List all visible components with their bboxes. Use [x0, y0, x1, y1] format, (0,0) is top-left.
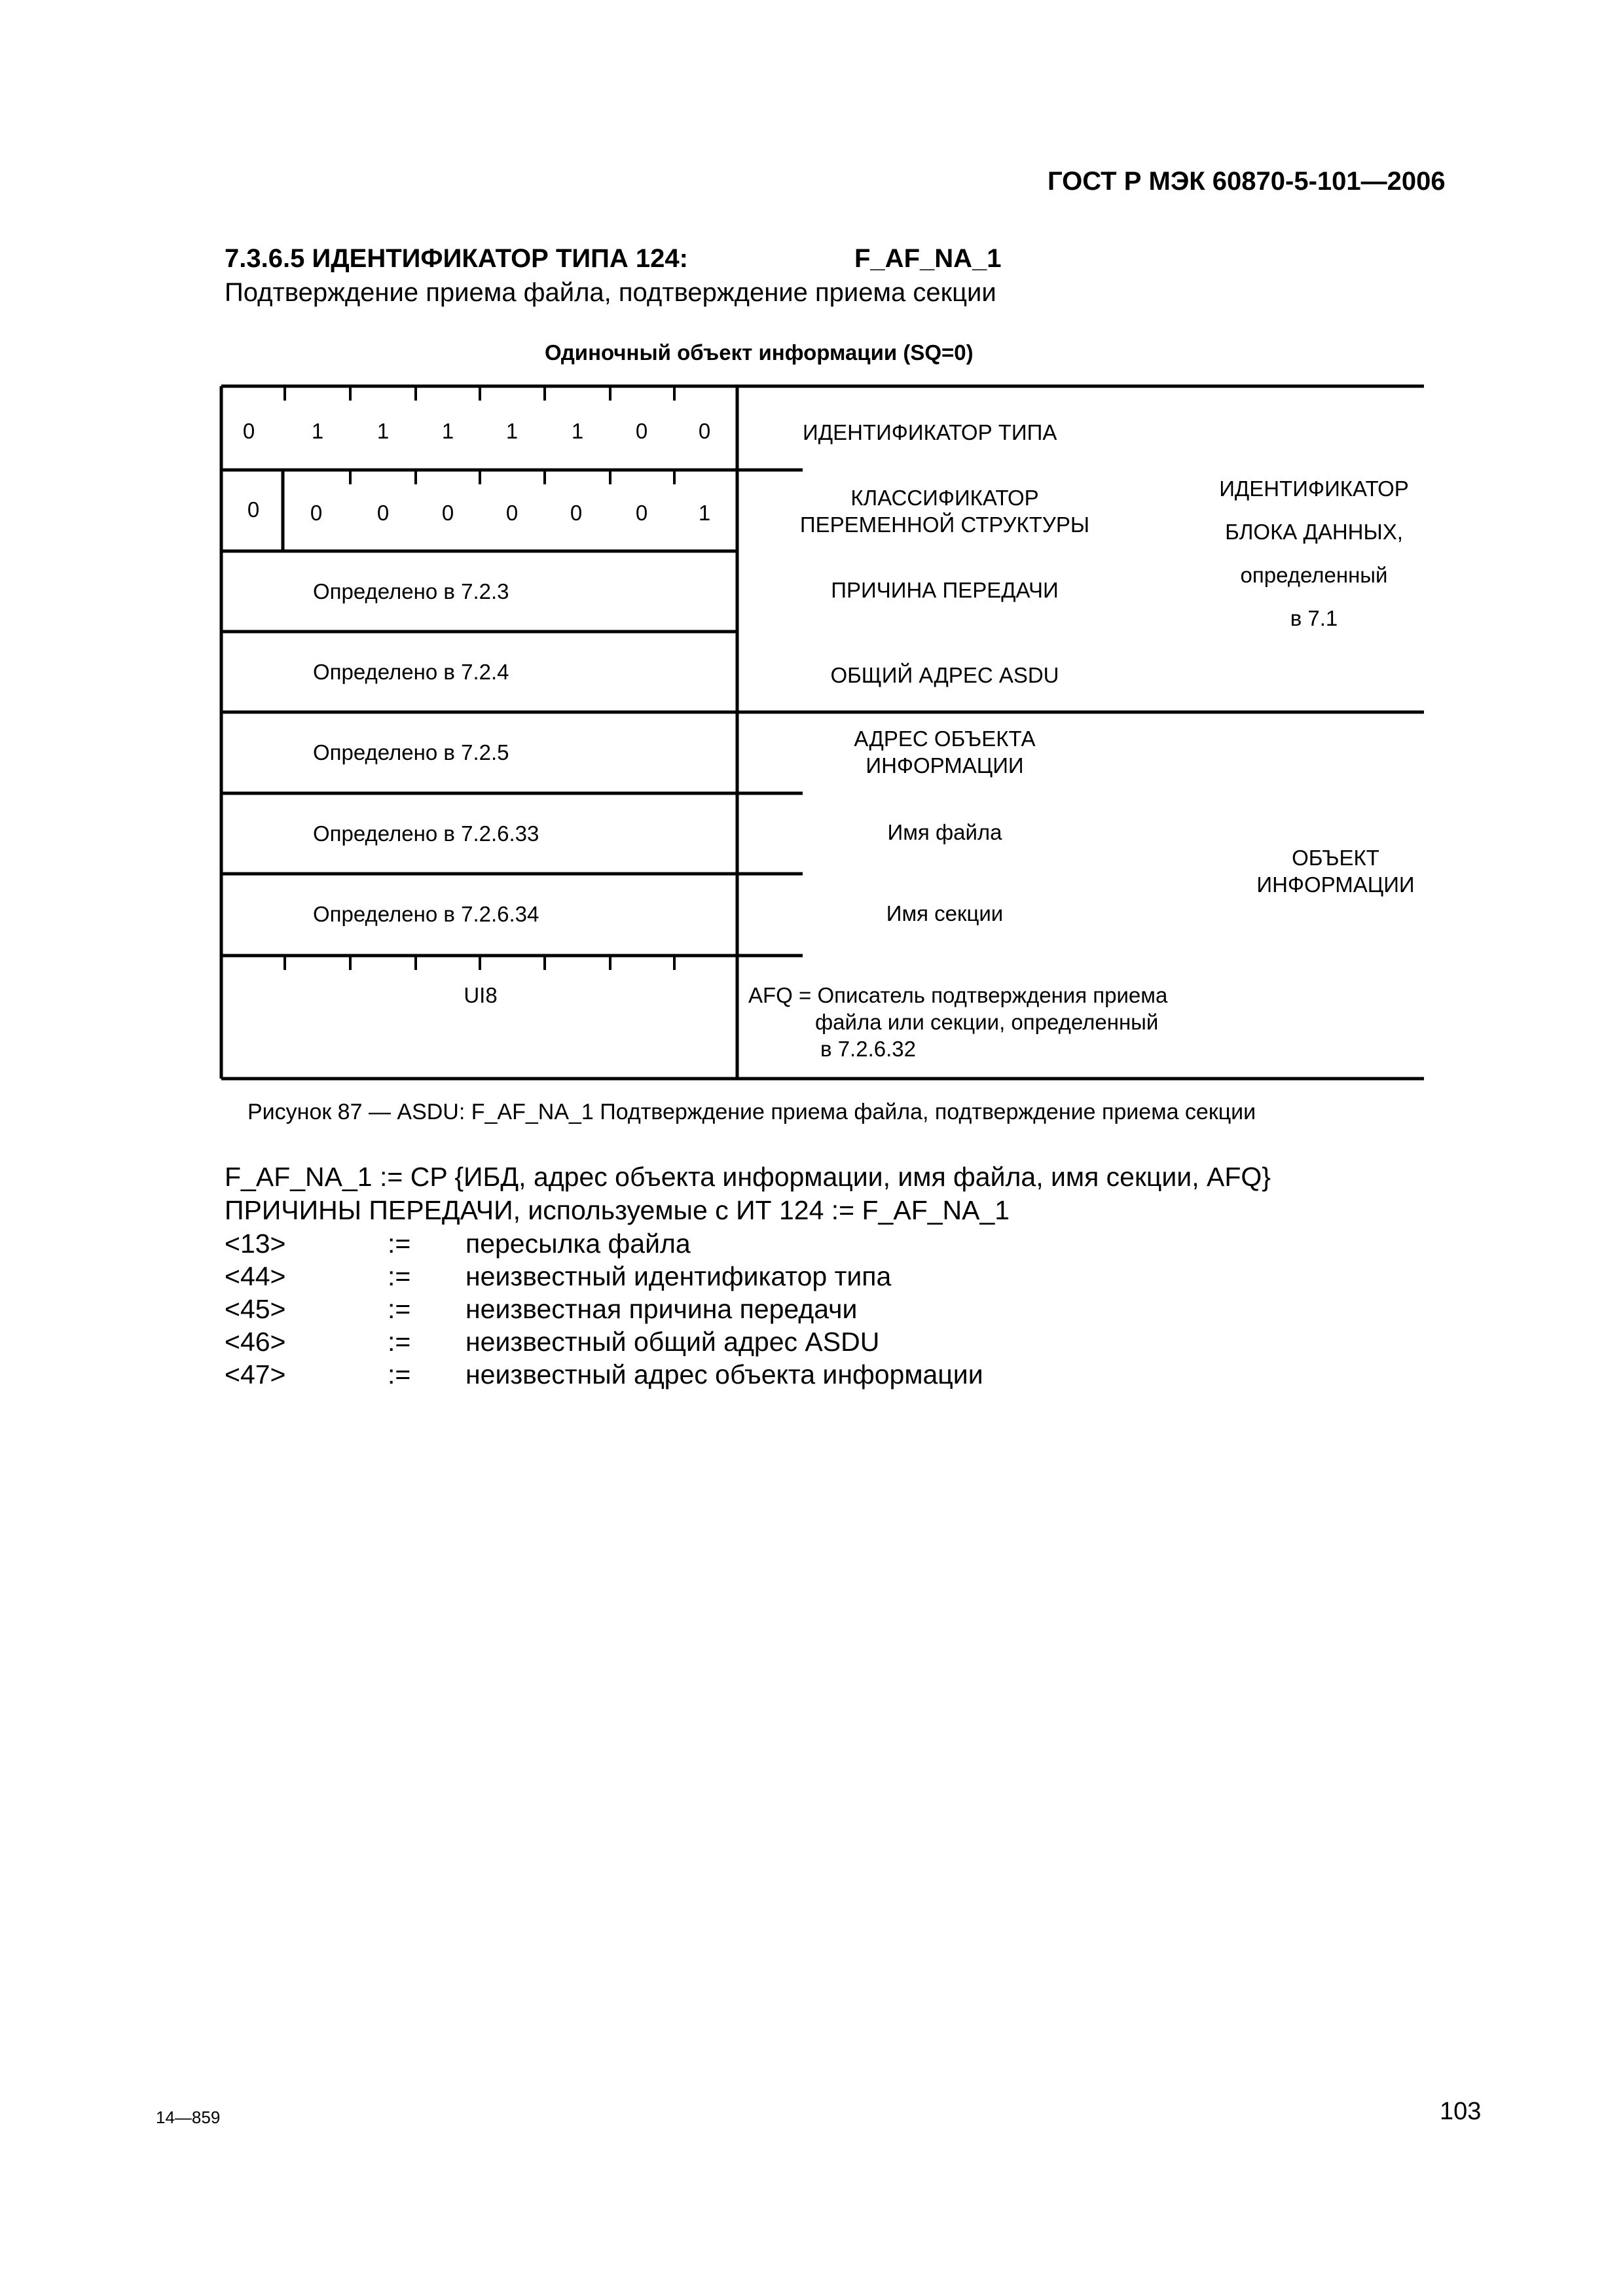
vsq-bit: 0: [310, 501, 323, 525]
type-id-bit: 1: [505, 419, 519, 443]
section-subtitle: Подтверждение приема файла, подтверждение приема секции: [225, 278, 996, 307]
asdu-formula: F_AF_NA_1 := CP {ИБД, адрес объекта информации, имя файла, имя секции, AFQ}: [225, 1162, 1271, 1192]
cause-code: <45>: [225, 1294, 286, 1324]
section-name-defined: Определено в 7.2.6.34: [313, 902, 539, 926]
cause-op: :=: [388, 1359, 411, 1390]
common-addr-defined: Определено в 7.2.4: [313, 660, 509, 684]
vsq-bit: 0: [570, 501, 583, 525]
vsq-bit: 0: [505, 501, 519, 525]
type-id-label: ИДЕНТИФИКАТОР ТИПА: [803, 420, 1057, 444]
ioa-label-line2: ИНФОРМАЦИИ: [866, 753, 1024, 778]
type-id-bit: 1: [441, 419, 454, 443]
cause-text: пересылка файла: [465, 1229, 691, 1259]
afq-label-line2: файла или секции, определенный: [815, 1010, 1159, 1034]
type-id-bit: 1: [571, 419, 584, 443]
type-id-bit: 1: [376, 419, 390, 443]
vsq-bit: 1: [698, 501, 711, 525]
vsq-bit: 0: [441, 501, 454, 525]
footer-sheet-number: 14—859: [156, 2108, 221, 2127]
cause-op: :=: [388, 1261, 411, 1291]
file-name-defined: Определено в 7.2.6.33: [313, 821, 539, 846]
section-type-code: F_AF_NA_1: [854, 244, 1002, 273]
vsq-bit: 0: [247, 497, 260, 522]
dui-label-line2: БЛОКА ДАННЫХ,: [1225, 520, 1403, 544]
cause-text: неизвестный адрес объекта информации: [465, 1359, 983, 1390]
section-name-label: Имя секции: [886, 901, 1004, 925]
io-label-line2: ИНФОРМАЦИИ: [1256, 872, 1415, 897]
ioa-defined: Определено в 7.2.5: [313, 740, 509, 764]
cause-code: <44>: [225, 1261, 286, 1291]
cause-text: неизвестный идентификатор типа: [465, 1261, 892, 1291]
vsq-bit: 0: [376, 501, 390, 525]
type-id-bit: 0: [635, 419, 648, 443]
figure-object-title: Одиночный объект информации (SQ=0): [545, 340, 974, 365]
cot-label: ПРИЧИНА ПЕРЕДАЧИ: [831, 578, 1059, 602]
vsq-bit: 0: [635, 501, 648, 525]
figure-caption: Рисунок 87 — ASDU: F_AF_NA_1 Подтверждение приема файла, подтверждение приема секции: [247, 1100, 1256, 1124]
section-title: 7.3.6.5 ИДЕНТИФИКАТОР ТИПА 124:: [225, 244, 688, 273]
type-id-bit: 0: [242, 419, 255, 443]
type-id-bit: 1: [311, 419, 324, 443]
common-addr-label: ОБЩИЙ АДРЕС ASDU: [830, 663, 1059, 687]
cause-op: :=: [388, 1229, 411, 1259]
cause-op: :=: [388, 1294, 411, 1324]
afq-label-line1: AFQ = Описатель подтверждения приема: [748, 983, 1168, 1007]
ioa-label-line1: АДРЕС ОБЪЕКТА: [854, 726, 1036, 751]
file-name-label: Имя файла: [887, 820, 1002, 844]
cause-text: неизвестный общий адрес ASDU: [465, 1327, 880, 1357]
dui-label-line4: в 7.1: [1290, 606, 1338, 630]
vsq-label-line1: КЛАССИФИКАТОР: [850, 486, 1039, 510]
vsq-label-line2: ПЕРЕМЕННОЙ СТРУКТУРЫ: [799, 512, 1090, 537]
dui-label-line1: ИДЕНТИФИКАТОР: [1219, 476, 1409, 501]
cause-code: <13>: [225, 1229, 286, 1259]
dui-label-line3: определенный: [1240, 563, 1388, 587]
cause-code: <46>: [225, 1327, 286, 1357]
cot-defined: Определено в 7.2.3: [313, 579, 509, 603]
cause-op: :=: [388, 1327, 411, 1357]
document-standard-header: ГОСТ Р МЭК 60870-5-101—2006: [1048, 167, 1446, 196]
causes-heading: ПРИЧИНЫ ПЕРЕДАЧИ, используемые с ИТ 124 := F_AF_NA_1: [225, 1195, 1010, 1225]
type-id-bit: 0: [698, 419, 711, 443]
cause-code: <47>: [225, 1359, 286, 1390]
afq-label-line3: в 7.2.6.32: [820, 1037, 916, 1061]
page-number: 103: [1440, 2098, 1482, 2125]
cause-text: неизвестная причина передачи: [465, 1294, 858, 1324]
ui8-label: UI8: [464, 983, 498, 1007]
io-label-line1: ОБЪЕКТ: [1292, 846, 1379, 870]
